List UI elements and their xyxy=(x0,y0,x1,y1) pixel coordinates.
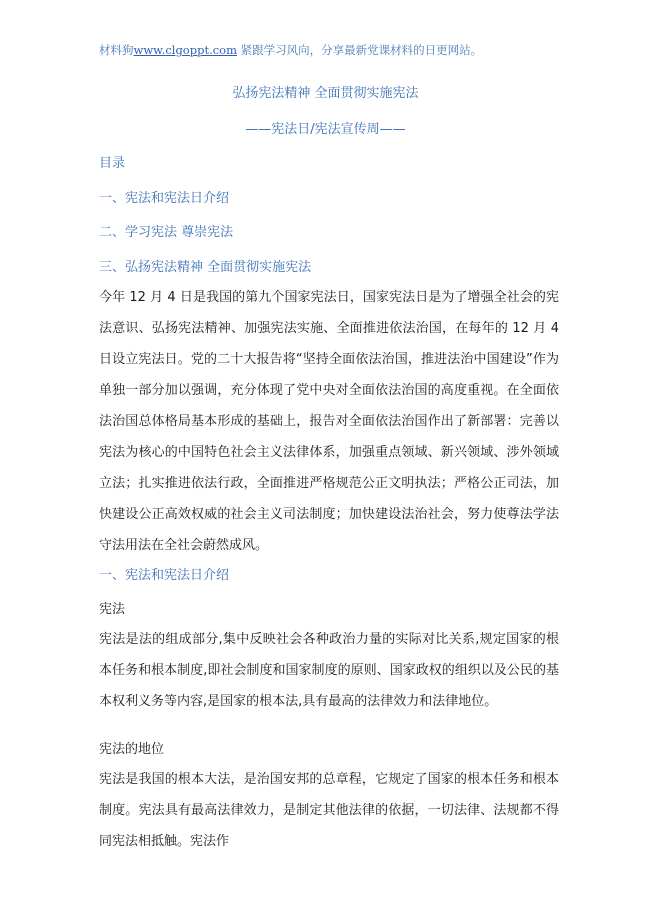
document-title: 弘扬宪法精神 全面贯彻实施宪法 xyxy=(232,86,419,101)
toc-item-3[interactable]: 三、弘扬宪法精神 全面贯彻实施宪法 xyxy=(99,260,312,275)
section-1-subheading-constitution: 宪法 xyxy=(99,602,126,617)
section-1-heading: 一、宪法和宪法日介绍 xyxy=(99,568,230,583)
intro-paragraph: 今年 12 月 4 日是我国的第九个国家宪法日，国家宪法日是为了增强全社会的宪法意识、弘扬宪法精神、加强宪法实施、全面推进依法治国，在每年的 12 月 4 日设立宪法日。党的二十大报告将“坚持全面依法治国，推进法治中国建设”作为单独一部分加以强调，充分体现了党中央对全面依法治国的高度重视。在全面依法治国总体格局基本形成的基础上，报告对全面依法治国作出了新部署：完善以宪法为核心的中国特色社会主义法律体系，加强重点领域、新兴领域、涉外领域立法；扎实推进依法行政，全面推进严格规范公正文明执法；严格公正司法，加快建设公正高效权威的社会主义司法制度；加快建设法治社会，努力使尊法学法守法用法在全社会蔚然成风。 xyxy=(99,290,559,553)
section-1-paragraph-1: 宪法是法的组成部分,集中反映社会各种政治力量的实际对比关系,规定国家的根本任务和根本制度,即社会制度和国家制度的原则、国家政权的组织以及公民的基本权利义务等内容,是国家的根本法,具有最高的法律效力和法律地位。 xyxy=(99,632,559,709)
section-1-paragraph-2: 宪法是我国的根本大法，是治国安邦的总章程，它规定了国家的根本任务和根本制度。宪法具有最高法律效力，是制定其他法律的依据，一切法律、法规都不得同宪法相抵触。宪法作 xyxy=(99,772,559,849)
toc-label: 目录 xyxy=(99,156,126,171)
site-name: 材料狗 xyxy=(99,43,134,57)
page-header xyxy=(99,42,482,58)
site-tagline: 紧跟学习风向，分享最新党课材料的日更网站。 xyxy=(237,43,483,57)
section-1-subheading-status: 宪法的地位 xyxy=(99,742,165,757)
document-subtitle: ——宪法日/宪法宣传周—— xyxy=(245,122,406,137)
toc-item-1[interactable]: 一、宪法和宪法日介绍 xyxy=(99,191,230,206)
site-link[interactable]: www.clgoppt.com xyxy=(133,43,237,57)
toc-item-2[interactable]: 二、学习宪法 尊崇宪法 xyxy=(99,225,234,240)
